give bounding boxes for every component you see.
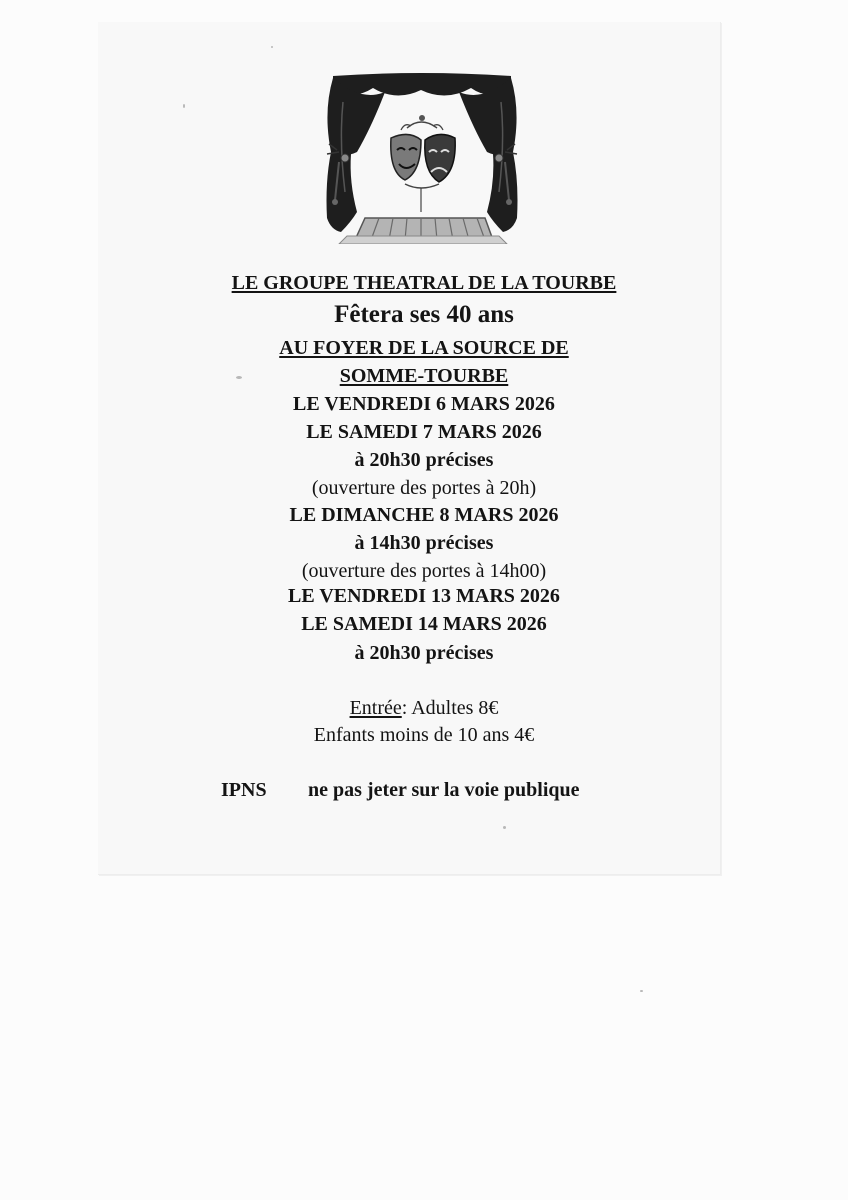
time-1: à 20h30 précises [354,449,494,471]
stage-floor [339,218,507,244]
curtain-left [327,78,386,232]
time-2: à 14h30 précises [354,532,494,554]
date-4: LE VENDREDI 13 MARS 2026 [288,585,560,607]
date-5: LE SAMEDI 14 MARS 2026 [301,613,547,635]
scan-speck [640,990,643,992]
curtain-right [459,78,518,232]
date-2: LE SAMEDI 7 MARS 2026 [306,421,542,443]
scan-speck [503,826,506,829]
scan-speck [183,104,185,108]
ipns-note: ne pas jeter sur la voie publique [308,779,580,801]
ipns-label: IPNS [221,779,267,801]
entry-adults-price: : Adultes 8€ [401,697,499,719]
entry-children: Enfants moins de 10 ans 4€ [313,724,535,746]
doors-1: (ouverture des portes à 20h) [311,477,537,499]
scan-speck [271,46,273,48]
venue-line-1: AU FOYER DE LA SOURCE DE [279,337,569,359]
flyer-title: LE GROUPE THEATRAL DE LA TOURBE [231,272,617,294]
date-1: LE VENDREDI 6 MARS 2026 [293,393,555,415]
entry-adults [0,696,848,720]
theatre-masks-icon [391,134,455,182]
curtain-valance [333,73,511,96]
venue-line-2: SOMME-TOURBE [339,365,509,387]
entry-label: Entrée [349,697,402,719]
date-3: LE DIMANCHE 8 MARS 2026 [289,504,559,526]
time-3: à 20h30 précises [354,642,494,664]
theatre-curtain-masks-icon [321,72,525,244]
flyer-subtitle: Fêtera ses 40 ans [334,301,514,328]
doors-2: (ouverture des portes à 14h00) [301,560,547,582]
